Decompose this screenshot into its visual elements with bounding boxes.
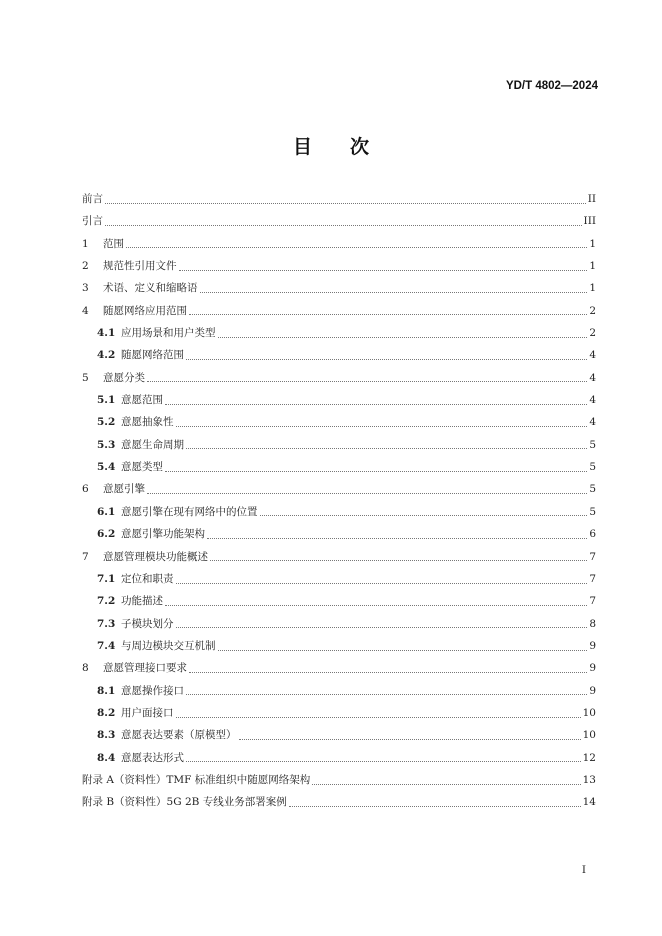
toc-entry-number: 4.1 <box>97 327 116 340</box>
toc-entry-number: 1 <box>82 237 89 250</box>
toc-leader-dots <box>189 672 587 673</box>
toc-entry[interactable] <box>82 657 596 679</box>
toc-entry-title: 前言 <box>82 193 103 205</box>
toc-leader-dots <box>165 404 587 405</box>
toc-entry-title: 应用场景和用户类型 <box>121 327 216 340</box>
toc-entry-title: 子模块划分 <box>121 617 174 630</box>
toc-entry[interactable] <box>82 702 596 724</box>
toc-leader-dots <box>239 739 581 740</box>
toc-leader-dots <box>176 717 581 718</box>
toc-leader-dots <box>189 314 587 315</box>
toc-entry-title: 随愿网络应用范围 <box>103 304 187 317</box>
toc-entry-page: 5 <box>589 438 596 451</box>
toc-entry[interactable] <box>82 478 596 500</box>
toc-entry-page: 5 <box>589 505 596 518</box>
toc-entry-number: 5.3 <box>97 438 116 451</box>
toc-leader-dots <box>147 381 587 382</box>
toc-entry[interactable] <box>82 277 596 299</box>
toc-entry-number: 3 <box>82 282 89 295</box>
toc-entry-title: 引言 <box>82 215 103 228</box>
toc-entry-title: 意愿抽象性 <box>121 416 174 429</box>
toc-leader-dots <box>200 292 588 293</box>
toc-entry[interactable] <box>82 456 596 478</box>
toc-entry[interactable] <box>82 680 596 702</box>
toc-entry-number: 8 <box>82 662 89 675</box>
toc-entry-page: 4 <box>589 371 596 384</box>
toc-entry-title: 意愿引擎功能架构 <box>121 528 205 541</box>
toc-entry-number: 8.2 <box>97 706 116 719</box>
toc-entry-page: 7 <box>589 550 596 563</box>
toc-entry-number: 7.2 <box>97 595 116 608</box>
toc-entry[interactable] <box>82 411 596 433</box>
page-number: I <box>581 864 586 876</box>
toc-entry-number: 6.2 <box>97 528 116 541</box>
toc-entry-page: 1 <box>589 282 596 295</box>
page-title: 目次 <box>292 136 407 158</box>
toc-entry[interactable] <box>82 769 596 791</box>
toc-entry-page: 7 <box>589 595 596 608</box>
toc-entry-title: 意愿管理接口要求 <box>103 662 187 675</box>
toc-entry[interactable] <box>82 523 596 545</box>
toc-entry[interactable] <box>82 389 596 411</box>
toc-entry-title: 意愿操作接口 <box>121 684 184 697</box>
toc-entry-number: 7 <box>82 550 89 563</box>
toc-entry-page: 10 <box>582 729 596 742</box>
toc-leader-dots <box>105 225 582 226</box>
toc-entry-title: 意愿引擎 <box>103 483 145 496</box>
toc-entry-number: 6.1 <box>97 505 116 518</box>
toc-leader-dots <box>186 694 587 695</box>
toc-leader-dots <box>176 426 588 427</box>
toc-entry[interactable] <box>82 322 596 344</box>
toc-entry-number: 5.1 <box>97 394 116 407</box>
toc-entry-title: 意愿表达要素（原模型） <box>121 729 237 742</box>
toc-entry[interactable] <box>82 546 596 568</box>
toc-entry[interactable] <box>82 434 596 456</box>
table-of-contents <box>82 188 596 814</box>
toc-leader-dots <box>165 605 587 606</box>
toc-entry[interactable] <box>82 568 596 590</box>
toc-entry[interactable] <box>82 590 596 612</box>
toc-leader-dots <box>218 650 588 651</box>
toc-leader-dots <box>312 784 580 785</box>
toc-entry-number: 5.4 <box>97 461 116 474</box>
toc-entry-title: 附录 A（资料性）TMF 标准组织中随愿网络架构 <box>82 773 311 786</box>
toc-leader-dots <box>218 337 588 338</box>
toc-entry[interactable] <box>82 724 596 746</box>
toc-entry-number: 8.4 <box>97 751 116 764</box>
toc-entry-page: 7 <box>589 572 596 585</box>
toc-entry-page: 2 <box>589 327 596 340</box>
toc-entry-title: 与周边模块交互机制 <box>121 639 216 652</box>
toc-entry[interactable] <box>82 188 596 210</box>
toc-entry-page: 4 <box>589 349 596 362</box>
toc-entry-title: 用户面接口 <box>121 706 174 719</box>
toc-entry-title: 意愿类型 <box>121 461 163 474</box>
toc-entry[interactable] <box>82 635 596 657</box>
toc-entry-number: 8.1 <box>97 684 116 697</box>
toc-entry-title: 随愿网络范围 <box>121 349 184 362</box>
toc-leader-dots <box>147 493 587 494</box>
toc-entry-page: 8 <box>589 617 596 630</box>
toc-entry-title: 范围 <box>103 237 124 250</box>
toc-entry[interactable] <box>82 255 596 277</box>
toc-entry-title: 意愿表达形式 <box>121 751 184 764</box>
toc-entry-number: 7.1 <box>97 572 116 585</box>
toc-entry-page: 2 <box>589 304 596 317</box>
toc-entry[interactable] <box>82 501 596 523</box>
toc-entry[interactable] <box>82 367 596 389</box>
toc-entry-title: 术语、定义和缩略语 <box>103 282 198 295</box>
toc-entry-number: 8.3 <box>97 729 116 742</box>
toc-entry-title: 意愿分类 <box>103 371 145 384</box>
toc-entry[interactable] <box>82 613 596 635</box>
toc-entry[interactable] <box>82 210 596 232</box>
toc-entry-number: 4.2 <box>97 349 116 362</box>
toc-entry-page: 6 <box>589 528 596 541</box>
toc-entry-page: 5 <box>589 461 596 474</box>
toc-entry[interactable] <box>82 747 596 769</box>
toc-leader-dots <box>105 203 586 204</box>
toc-leader-dots <box>186 761 581 762</box>
toc-entry-page: 9 <box>589 662 596 675</box>
toc-entry-number: 2 <box>82 260 89 273</box>
toc-leader-dots <box>176 583 588 584</box>
toc-entry-page: 1 <box>589 237 596 250</box>
toc-leader-dots <box>176 627 588 628</box>
toc-leader-dots <box>179 270 588 271</box>
toc-entry-page: II <box>587 193 596 205</box>
toc-entry-number: 5.2 <box>97 416 116 429</box>
toc-leader-dots <box>260 515 588 516</box>
toc-entry[interactable] <box>82 344 596 366</box>
toc-entry-title: 意愿引擎在现有网络中的位置 <box>121 505 258 518</box>
toc-leader-dots <box>165 471 587 472</box>
standard-code: YD/T 4802—2024 <box>505 80 598 92</box>
toc-entry-page: 9 <box>589 684 596 697</box>
toc-entry-number: 6 <box>82 483 89 496</box>
toc-leader-dots <box>207 538 587 539</box>
toc-leader-dots <box>186 448 587 449</box>
toc-entry-page: 5 <box>589 483 596 496</box>
toc-entry[interactable] <box>82 791 596 813</box>
toc-entry-page: 4 <box>589 394 596 407</box>
toc-entry-page: 9 <box>589 639 596 652</box>
toc-entry-title: 附录 B（资料性）5G 2B 专线业务部署案例 <box>82 796 287 809</box>
toc-entry-title: 规范性引用文件 <box>103 260 177 273</box>
toc-entry-number: 5 <box>82 371 89 384</box>
toc-entry-title: 意愿范围 <box>121 394 163 407</box>
toc-entry-page: 13 <box>582 773 596 786</box>
toc-entry[interactable] <box>82 233 596 255</box>
toc-entry-number: 7.4 <box>97 639 116 652</box>
toc-entry-page: 4 <box>589 416 596 429</box>
toc-entry-page: 12 <box>582 751 596 764</box>
toc-entry-title: 意愿生命周期 <box>121 438 184 451</box>
toc-leader-dots <box>186 359 587 360</box>
toc-entry-title: 定位和职责 <box>121 572 174 585</box>
toc-entry[interactable] <box>82 300 596 322</box>
toc-leader-dots <box>289 806 581 807</box>
toc-entry-page: 10 <box>582 706 596 719</box>
toc-entry-number: 4 <box>82 304 89 317</box>
toc-entry-page: III <box>583 215 596 228</box>
toc-entry-title: 功能描述 <box>121 595 163 608</box>
toc-entry-page: 14 <box>582 796 596 809</box>
toc-leader-dots <box>126 247 587 248</box>
toc-entry-page: 1 <box>589 260 596 273</box>
toc-entry-title: 意愿管理模块功能概述 <box>103 550 208 563</box>
toc-entry-number: 7.3 <box>97 617 116 630</box>
toc-leader-dots <box>210 560 587 561</box>
